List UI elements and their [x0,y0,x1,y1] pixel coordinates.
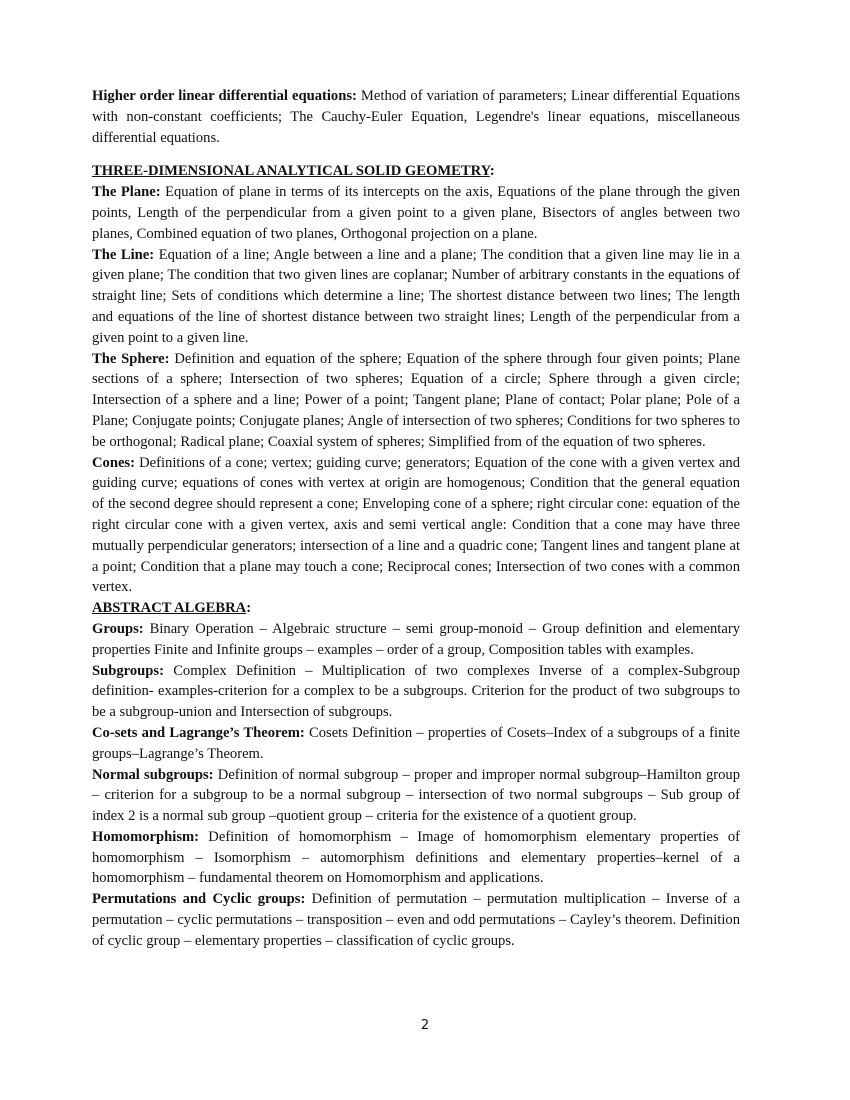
groups-paragraph [92,619,740,661]
cones-title: Cones: [92,454,135,471]
sphere-title: The Sphere: [92,350,170,367]
normal-subgroups-paragraph [92,765,740,827]
algebra-heading [92,598,740,619]
normal-subgroups-text: Definition of normal subgroup – proper and improper normal subgroup–Hamilton group – criterion for a subgroup to be a normal subgroup – intersection of two normal subgroups – Sub group of index 2 is a normal sub group –quotient group – criteria for the existence of a quotient group. [92,766,740,825]
section-gap [92,148,740,161]
homomorphism-paragraph [92,827,740,889]
intro-text: Method of variation of parameters; Linear differential Equations with non-constant coefficients; The Cauchy-Euler Equation, Legendre's linear equations, miscellaneous differential equations. [92,88,741,146]
algebra-heading-colon: : [246,600,252,617]
intro-title: Higher order linear differential equations: [92,88,357,104]
plane-paragraph [92,182,740,244]
intro-paragraph [92,86,740,148]
geometry-heading-text: THREE-DIMENSIONAL ANALYTICAL SOLID GEOMETRY [92,163,490,180]
cosets-title: Co-sets and Lagrange’s Theorem: [92,724,305,741]
plane-text: Equation of plane in terms of its intercepts on the axis, Equations of the plane through the given points, Length of the perpendicular from a given point to a given plane, Bisectors of angles between two planes, Combined equation of two planes, Orthogonal projection on a plane. [92,184,740,242]
sphere-paragraph [92,349,740,453]
subgroups-title: Subgroups: [92,662,164,679]
sphere-text: Definition and equation of the sphere; Equation of the sphere through four given points; Plane sections of a sphere; Intersection of two spheres; Equation of a circle; Sphere through a given circle; Intersection of a sphere and a line; Power of a point; Tangent plane; Plane of contact; Polar plane; Pole of a Plane; Conjugate points; Conjugate planes; Angle of intersection of two spheres; Conditions for two spheres to be orthogonal; Radical plane; Coaxial system of spheres; Simplified from of the equation of two spheres. [92,350,741,450]
permutations-title: Permutations and Cyclic groups: [92,891,306,908]
cones-paragraph [92,453,740,599]
normal-subgroups-title: Normal subgroups: [92,766,214,783]
permutations-text: Definition of permutation – permutation multiplication – Inverse of a permutation – cyclic permutations – transposition – even and odd permutations – Cayley’s theorem. Definition of cyclic group – elementary properties – classification of cyclic groups. [92,891,740,949]
document-body [92,86,740,952]
geometry-heading-colon: : [489,163,495,180]
plane-title: The Plane: [92,184,161,201]
algebra-heading-text: ABSTRACT ALGEBRA [92,600,247,617]
line-text: Equation of a line; Angle between a line and a plane; The condition that a given line may lie in a given plane; The condition that two given lines are coplanar; Number of arbitrary constants in the equations of straight line; Sets of conditions which determine a line; The shortest distance between two lines; The length and equations of the line of shortest distance between two straight lines; Length of the perpendicular from a given point to a given line. [92,246,741,346]
groups-text: Binary Operation – Algebraic structure – semi group-monoid – Group definition and elementary properties Finite and Infinite groups – examples – order of a group, Composition tables with examples. [92,620,740,658]
groups-title: Groups: [92,620,144,637]
homomorphism-title: Homomorphism: [92,828,200,845]
page-number: 2 [420,1018,430,1033]
cosets-text: Cosets Definition – properties of Cosets–Index of a subgroups of a finite groups–Lagrange’s Theorem. [92,724,740,762]
cones-text: Definitions of a cone; vertex; guiding curve; generators; Equation of the cone with a given vertex and guiding curve; equations of cones with vertex at origin are homogenous; Condition that the general equation of the second degree should represent a cone; Enveloping cone of a sphere; right circular cone: equation of the right circular cone with a given vertex, axis and semi vertical angle: Condition that a cone may have three mutually perpendicular generators; intersection of a line and a quadric cone; Tangent lines and tangent plane at a point; Condition that a plane may touch a cone; Reciprocal cones; Intersection of two cones with a common vertex. [92,454,740,596]
cosets-paragraph [92,723,740,765]
line-title: The Line: [92,246,155,263]
subgroups-paragraph [92,661,740,723]
homomorphism-text: Definition of homomorphism – Image of homomorphism elementary properties of homomorphism – Isomorphism – automorphism definitions and elementary properties–kernel of a homomorphism – fundamental theorem on Homomorphism and applications. [92,828,740,887]
geometry-heading [92,161,740,182]
subgroups-text: Complex Definition – Multiplication of two complexes Inverse of a complex-Subgroup definition- examples-criterion for a complex to be a subgroups. Criterion for the product of two subgroups to be a subgroup-union and Intersection of subgroups. [92,662,740,721]
line-paragraph [92,245,740,349]
permutations-paragraph [92,889,740,951]
